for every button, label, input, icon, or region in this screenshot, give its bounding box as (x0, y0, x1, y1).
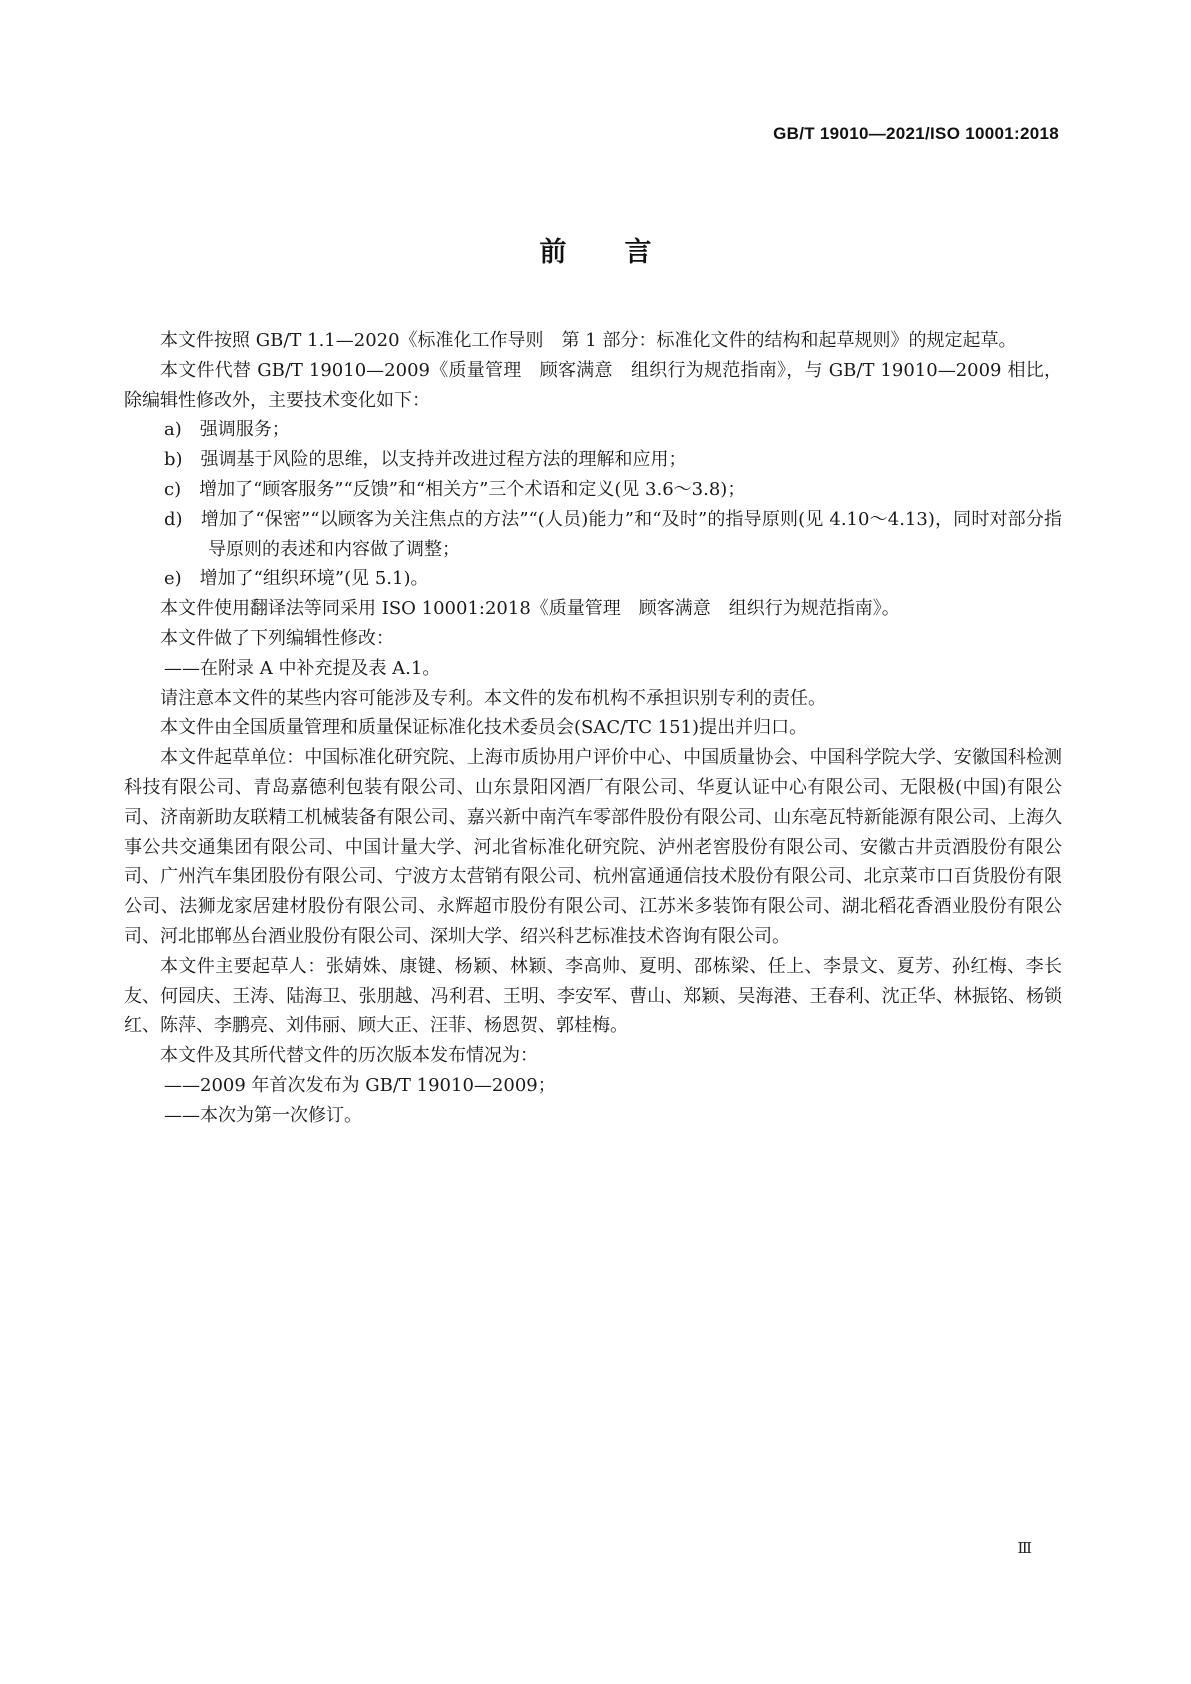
paragraph-drafters: 本文件主要起草人：张婧姝、康键、杨颖、林颖、李高帅、夏明、邵栋梁、任上、李景文、夏芳、孙红梅、李长友、何园庆、王涛、陆海卫、张朋越、冯利君、王明、李安军、曹山、郑颖、吴海港、王春利、沈正华、林振铭、杨锁红、陈萍、李鹏亮、刘伟丽、顾大正、汪菲、杨恩贺、郭桂梅。 (124, 955, 1062, 1037)
dash-item-2009: ——2009 年首次发布为 GB/T 19010—2009； (164, 1074, 556, 1096)
dash-item-annex: ——在附录 A 中补充提及表 A.1。 (164, 657, 441, 679)
paragraph-translation: 本文件使用翻译法等同采用 ISO 10001:2018《质量管理 顾客满意 组织行为规范指南》。 (160, 598, 900, 620)
paragraph-editorial: 本文件做了下列编辑性修改： (160, 627, 394, 649)
paragraph-organizations: 本文件起草单位：中国标准化研究院、上海市质协用户评价中心、中国质量协会、中国科学院大学、安徽国科检测科技有限公司、青岛嘉德利包装有限公司、山东景阳冈酒厂有限公司、华夏认证中心有限公司、无限极(中国)有限公司、济南新助友联精工机械装备有限公司、嘉兴新中南汽车零部件股份有限公司、山东亳瓦特新能源有限公司、上海久事公共交通集团有限公司、中国计量大学、河北省标准化研究院、泸州老窖股份有限公司、安徽古井贡酒股份有限公司、广州汽车集团股份有限公司、宁波方太营销有限公司、杭州富通通信技术股份有限公司、北京菜市口百货股份有限公司、法狮龙家居建材股份有限公司、永辉超市股份有限公司、江苏米多装饰有限公司、湖北稻花香酒业股份有限公司、河北邯郸丛台酒业股份有限公司、深圳大学、绍兴科艺标准技术咨询有限公司。 (124, 747, 1062, 947)
list-item-d: d) 增加了“保密”“以顾客为关注焦点的方法”“(人员)能力”和“及时”的指导原则(见 4.10～4.13)，同时对部分指导原则的表述和内容做了调整； (164, 508, 1062, 560)
list-item-a: a) 强调服务； (164, 419, 290, 441)
title-char-2: 言 (624, 237, 652, 268)
paragraph-patent: 请注意本文件的某些内容可能涉及专利。本文件的发布机构不承担识别专利的责任。 (160, 687, 826, 709)
list-item-e: e) 增加了“组织环境”(见 5.1)。 (164, 568, 429, 590)
paragraph-history: 本文件及其所代替文件的历次版本发布情况为： (160, 1045, 538, 1067)
standard-code: GB/T 19010—2021/ISO 10001:2018 (773, 124, 1059, 143)
paragraph-replaces: 本文件代替 GB/T 19010—2009《质量管理 顾客满意 组织行为规范指南》，与 GB/T 19010—2009 相比，除编辑性修改外，主要技术变化如下： (124, 359, 1062, 411)
page-title (0, 230, 1191, 269)
paragraph-drafting-rules: 本文件按照 GB/T 1.1—2020《标准化工作导则 第 1 部分：标准化文件的结构和起草规则》的规定起草。 (160, 330, 1017, 351)
title-char-1: 前 (539, 237, 567, 268)
dash-item-revision: ——本次为第一次修订。 (164, 1104, 362, 1126)
list-item-c: c) 增加了“顾客服务”“反馈”和“相关方”三个术语和定义(见 3.6～3.8)； (164, 478, 746, 500)
paragraph-committee: 本文件由全国质量管理和质量保证标准化技术委员会(SAC/TC 151)提出并归口。 (160, 717, 808, 739)
page-number: Ⅲ (1017, 1539, 1032, 1557)
foreword-body (124, 326, 1062, 1131)
list-item-b: b) 强调基于风险的思维，以支持并改进过程方法的理解和应用； (164, 449, 687, 471)
